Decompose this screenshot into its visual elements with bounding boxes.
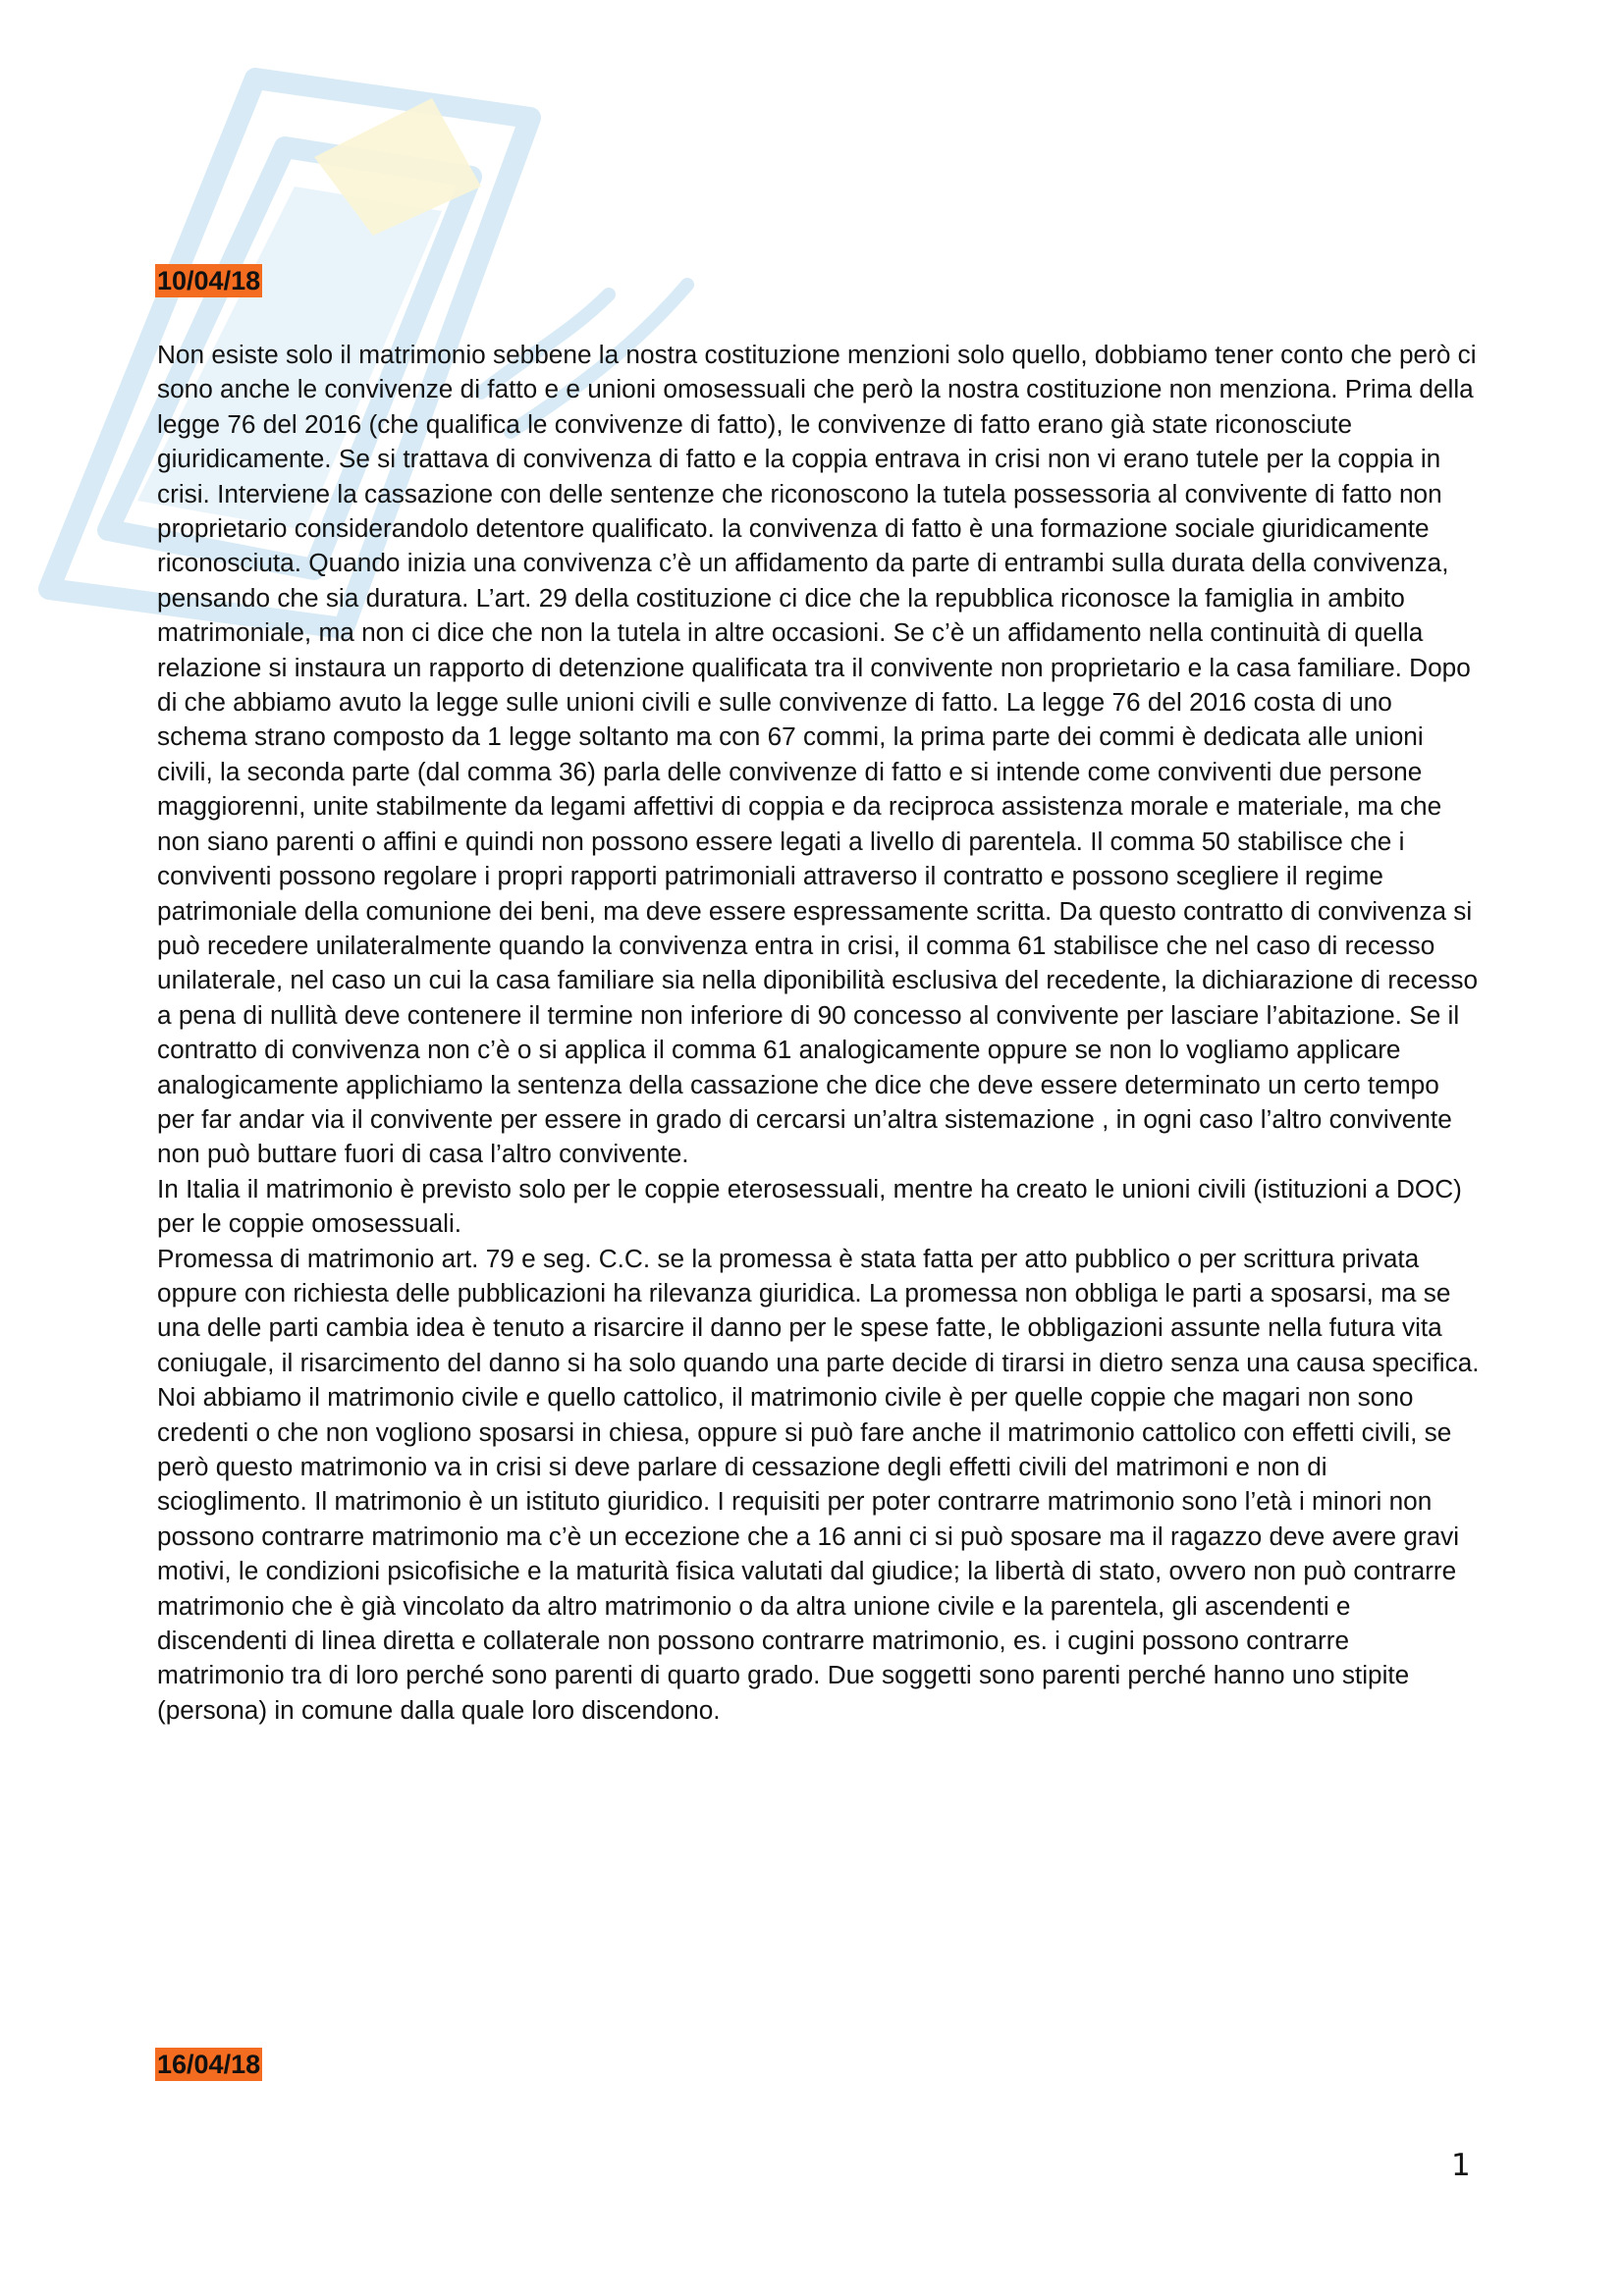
- paragraph: Promessa di matrimonio art. 79 e seg. C.C. se la promessa è stata fatta per atto pubblico o per scrittura privata oppure con richiesta delle pubblicazioni ha rilevanza giuridica. La promessa non obbliga le parti a sposarsi, ma se una delle parti cambia idea è tenuto a risarcire il danno per le spese fatte, le obbligazioni assunte nella futura vita coniugale, il risarcimento del danno si ha solo quando una parte decide di tirarsi in dietro senza una causa specifica.: [157, 1243, 1480, 1377]
- paragraph: Non esiste solo il matrimonio sebbene la nostra costituzione menzioni solo quello, dobbiamo tener conto che però ci sono anche le convivenze di fatto e e unioni omosessuali che però la nostra costituzione non menziona. Prima della legge 76 del 2016 (che qualifica le convivenze di fatto), le convivenze di fatto erano già state riconosciute giuridicamente. Se si trattava di convivenza di fatto e la coppia entrava in crisi non vi erano tutele per la coppia in crisi. Interviene la cassazione con delle sentenze che riconoscono la tutela possessoria al convivente di fatto non proprietario considerandolo detentore qualificato. la convivenza di fatto è una formazione sociale giuridicamente riconosciuta. Quando inizia una convivenza c’è un affidamento da parte di entrambi sulla durata della convivenza, pensando che sia duratura. L’art. 29 della costituzione ci dice che la repubblica riconosce la famiglia in ambito matrimoniale, ma non ci dice che non la tutela in altre occasioni. Se c’è un affidamento nella continuità di quella relazione si instaura un rapporto di detenzione qualificata tra il convivente non proprietario e la casa familiare. Dopo di che abbiamo avuto la legge sulle unioni civili e sulle convivenze di fatto. La legge 76 del 2016 costa di uno schema strano composto da 1 legge soltanto ma con 67 commi, la prima parte dei commi è dedicata alle unioni civili, la seconda parte (dal comma 36) parla delle convivenze di fatto e si intende come conviventi due persone maggiorenni, unite stabilmente da legami affettivi di coppia e da reciproca assistenza morale e materiale, ma che non siano parenti o affini e quindi non possono essere legati a livello di parentela. Il comma 50 stabilisce che i conviventi possono regolare i propri rapporti patrimoniali attraverso il contratto e possono scegliere il regime patrimoniale della comunione dei beni, ma deve essere espressamente scritta. Da questo contratto di convivenza si può recedere unilateralmente quando la convivenza entra in crisi, il comma 61 stabilisce che nel caso di recesso unilaterale, nel caso un cui la casa familiare sia nella diponibilità esclusiva del recedente, la dichiarazione di recesso a pena di nullità deve contenere il termine non inferiore di 90 concesso al convivente per lasciare l’abitazione. Se il contratto di convivenza non c’è o si applica il comma 61 analogicamente oppure se non lo vogliamo applicare analogicamente applichiamo la sentenza della cassazione che dice che deve essere determinato un certo tempo per far andar via il convivente per essere in grado di cercarsi un’altra sistemazione , in ogni caso l’altro convivente non può buttare fuori di casa l’altro convivente.: [157, 340, 1479, 1169]
- page-number: 1: [1451, 2148, 1471, 2183]
- date-heading: 16/04/18: [157, 2050, 261, 2079]
- lecture-notes-body: [157, 338, 1483, 1728]
- date-heading: 10/04/18: [157, 266, 261, 295]
- paragraph: Noi abbiamo il matrimonio civile e quello cattolico, il matrimonio civile è per quelle coppie che magari non sono credenti o che non vogliono sposarsi in chiesa, oppure si può fare anche il matrimonio cattolico con effetti civili, se però questo matrimonio va in crisi si deve parlare di cessazione degli effetti civili del matrimoni e non di scioglimento. Il matrimonio è un istituto giuridico. I requisiti per poter contrarre matrimonio sono l’età i minori non possono contrarre matrimonio ma c’è un eccezione che a 16 anni ci si può sposare ma il ragazzo deve avere gravi motivi, le condizioni psicofisiche e la maturità fisica valutati dal giudice; la libertà di stato, ovvero non può contrarre matrimonio che è già vincolato da altro matrimonio o da altra unione civile e la parentela, gli ascendenti e discendenti di linea diretta e collaterale non possono contrarre matrimonio, es. i cugini possono contrarre matrimonio tra di loro perché sono parenti di quarto grado. Due soggetti sono parenti perché hanno uno stipite (persona) in comune dalla quale loro discendono.: [157, 1382, 1460, 1725]
- paragraph: In Italia il matrimonio è previsto solo per le coppie eterosessuali, mentre ha creato le unioni civili (istituzioni a DOC) per le coppie omosessuali.: [157, 1173, 1462, 1239]
